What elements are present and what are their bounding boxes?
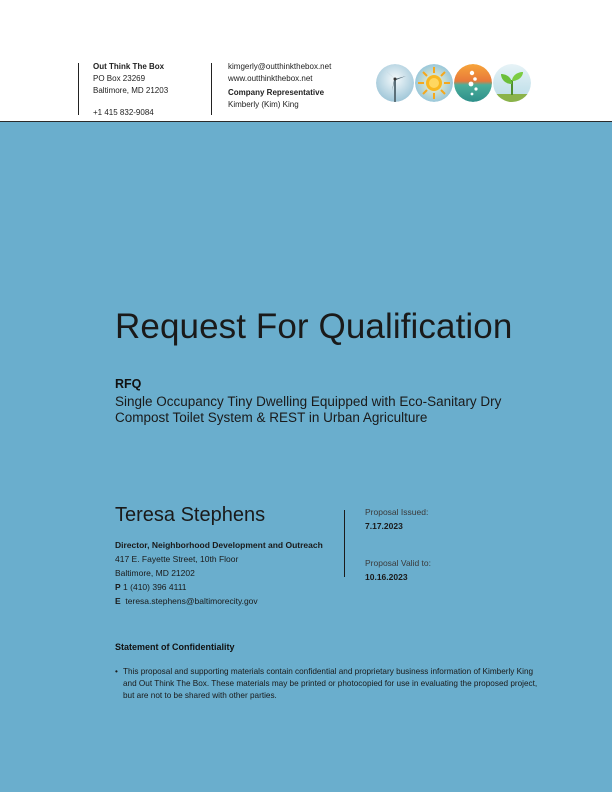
rfq-subtitle: Single Occupancy Tiny Dwelling Equipped with Eco-Sanitary Dry Compost Toilet System & REST in Urban Agriculture [115,394,502,425]
header-divider-middle [211,63,212,115]
company-website[interactable]: www.outthinkthebox.net [228,74,313,83]
letterhead [0,0,612,122]
company-address-line2: Baltimore, MD 21203 [93,86,169,95]
confidentiality-text: This proposal and supporting materials contain confidential and proprietary business information of Kimberly King and Out Think The Box. These materials may be printed or photocopied for use in evaluating the proposed project, but are not to be shared with other parties. [123,667,538,700]
valid-label: Proposal Valid to: [365,558,431,568]
valid-date: 10.16.2023 [365,572,408,582]
recipient-details [115,538,325,608]
recipient-address-line2: Baltimore, MD 21202 [115,568,195,578]
rep-name: Kimberly (Kim) King [228,100,299,109]
water-drops-icon [454,64,492,102]
issued-date: 7.17.2023 [365,521,403,531]
recipient-email-row [115,594,325,608]
rfq-label: RFQ [115,377,142,391]
issued-label: Proposal Issued: [365,507,429,517]
email-label: E [115,596,121,606]
rep-label: Company Representative [228,88,325,97]
header-divider-left [78,63,79,115]
recipient-phone: 1 (410) 396 4111 [123,582,187,592]
sun-icon [415,64,453,102]
bullet: • [115,667,118,676]
company-name: Out Think The Box [93,62,165,71]
recipient-address-line1: 417 E. Fayette Street, 10th Floor [115,554,239,564]
recipient-phone-row [115,580,325,594]
recipient-title: Director, Neighborhood Development and Outreach [115,540,323,550]
document-title: Request For Qualification [115,307,513,346]
recipient-name: Teresa Stephens [115,504,266,526]
company-address-line1: PO Box 23269 [93,74,146,83]
proposal-issued [365,505,428,533]
recipient-dates-divider [344,510,345,577]
company-info [93,61,168,119]
company-contact [228,61,331,111]
wind-turbine-icon [376,64,414,102]
recipient-email[interactable]: teresa.stephens@baltimorecity.gov [125,596,258,606]
seedling-icon [493,64,531,102]
confidentiality-heading: Statement of Confidentiality [115,642,235,652]
company-email[interactable]: kimgerly@outthinkthebox.net [228,62,332,71]
company-phone: +1 415 832-9084 [93,108,154,117]
confidentiality-statement [115,666,547,702]
sustainability-icons [376,64,530,104]
proposal-valid [365,556,431,584]
phone-label: P [115,582,121,592]
